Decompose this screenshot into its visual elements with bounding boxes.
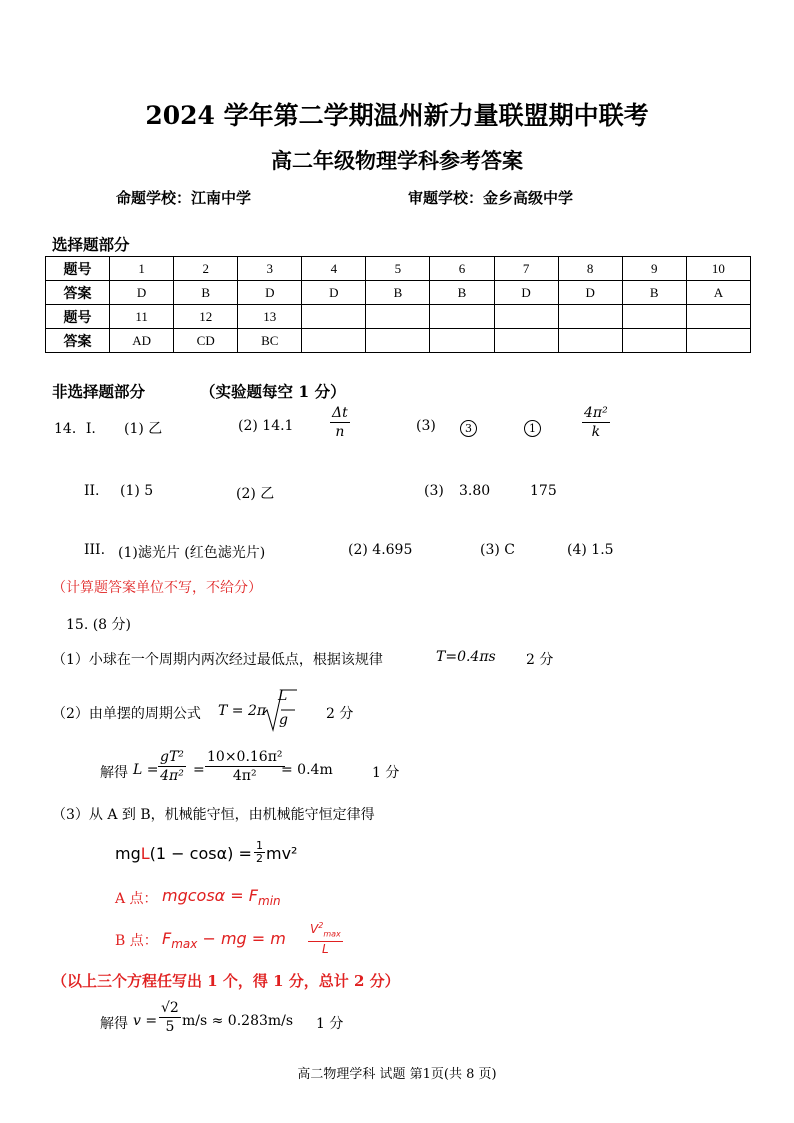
row-label: 题号 (46, 257, 110, 281)
answer-table (45, 256, 751, 353)
q14-ii-3-value-b: 175 (530, 483, 557, 499)
v-left: v = (133, 1013, 158, 1029)
row-label: 题号 (46, 305, 110, 329)
table-cell (622, 329, 686, 353)
table-cell: 12 (174, 305, 238, 329)
table-cell: 4 (302, 257, 366, 281)
point-b-equation: $F_{max}$ − mg = m (162, 929, 286, 952)
q14-ii-1: (1) 5 (120, 483, 154, 499)
point-a-label: A 点： (115, 891, 158, 907)
table-cell (494, 329, 558, 353)
point-b-fraction: $\frac{V^2_{max}}{L}$ (310, 921, 341, 957)
solve-l-left: L = (133, 762, 159, 778)
fraction-numerator: gT² (160, 749, 184, 765)
solve-result: = 0.4m (281, 762, 333, 778)
half-fraction: $\frac{1}{2}$ (256, 839, 263, 865)
table-cell: 8 (558, 257, 622, 281)
table-cell: BC (238, 329, 302, 353)
table-cell: 7 (494, 257, 558, 281)
table-cell: D (238, 281, 302, 305)
row-label: 答案 (46, 329, 110, 353)
table-cell (622, 305, 686, 329)
bonus-note: （以上三个方程任写出 1 个，得 1 分，总计 2 分） (52, 972, 400, 990)
table-cell (302, 305, 366, 329)
solve-prefix: 解得 (100, 765, 128, 781)
table-row (46, 305, 751, 329)
table-cell: 5 (366, 257, 430, 281)
q14-iii-1: (1)滤光片 (红色滤光片) (118, 545, 266, 561)
solve-fraction-1 (158, 748, 186, 785)
table-cell: A (686, 281, 750, 305)
table-cell: B (430, 281, 494, 305)
table-cell (686, 305, 750, 329)
table-row (46, 281, 751, 305)
q14-iii-label: III. (84, 542, 106, 558)
table-cell: B (366, 281, 430, 305)
q14-i-2-fraction (330, 404, 350, 441)
table-cell: D (558, 281, 622, 305)
v-fraction (159, 999, 181, 1036)
q14-label: 14．I. (54, 421, 96, 437)
table-cell (430, 305, 494, 329)
circled-1: 1 (524, 417, 541, 437)
choice-heading: 选择题部分 (52, 235, 130, 254)
reviewer-school: 审题学校：金乡高级中学 (408, 189, 574, 207)
table-row (46, 329, 751, 353)
energy-equation: mgL(1 − cosα) = (115, 844, 252, 863)
fraction-denominator: 4π² (160, 768, 184, 784)
table-cell: 13 (238, 305, 302, 329)
table-cell: CD (174, 329, 238, 353)
table-cell: 9 (622, 257, 686, 281)
fraction-numerator: Δt (332, 405, 348, 421)
table-cell: 1 (110, 257, 174, 281)
q15-part1-score: 2 分 (526, 652, 554, 668)
table-cell (558, 329, 622, 353)
table-cell (686, 329, 750, 353)
solve-fraction-2 (205, 748, 285, 785)
fraction-numerator: 10×0.16π² (207, 749, 283, 765)
fraction-numerator: √2 (161, 1000, 179, 1016)
period-formula: T = 2π (218, 703, 267, 719)
fraction-denominator: k (591, 424, 601, 440)
solve-equals: = (193, 762, 205, 778)
table-cell: 11 (110, 305, 174, 329)
point-a-equation: $mgcos\alpha = F_{min}$ (162, 886, 281, 909)
table-cell (494, 305, 558, 329)
page-footer: 高二物理学科 试题 第1页(共 8 页) (297, 1067, 497, 1082)
circled-3: 3 (460, 417, 477, 437)
q14-i-2: (2) 14.1 (238, 418, 294, 434)
energy-rhs: mv² (266, 844, 298, 863)
page-subtitle: 高二年级物理学科参考答案 (271, 148, 523, 173)
table-cell (366, 329, 430, 353)
fraction-numerator: 4π² (584, 405, 608, 421)
q15-part2-score: 2 分 (326, 706, 354, 722)
sqrt-denominator: g (279, 712, 288, 728)
q14-ii-label: II. (84, 483, 100, 499)
v-result: m/s ≈ 0.283m/s (182, 1013, 294, 1029)
q14-iii-2: (2) 4.695 (348, 542, 413, 558)
q14-iii-4: (4) 1.5 (567, 542, 614, 558)
table-cell: D (110, 281, 174, 305)
point-b-label: B 点： (115, 933, 158, 949)
page-title: 2024 学年第二学期温州新力量联盟期中联考 (145, 101, 649, 130)
v-prefix: 解得 (100, 1016, 128, 1032)
table-cell: 6 (430, 257, 494, 281)
author-school: 命题学校：江南中学 (116, 189, 252, 207)
q15-part2: （2）由单摆的周期公式 (52, 706, 201, 722)
table-row (46, 257, 751, 281)
solve-score: 1 分 (372, 765, 400, 781)
v-score: 1 分 (316, 1016, 344, 1032)
q14-iii-3: (3) C (480, 542, 515, 558)
table-cell: 2 (174, 257, 238, 281)
fraction-denominator: 5 (165, 1019, 175, 1035)
q14-i-3: (3) (416, 418, 436, 434)
q15-part1: （1）小球在一个周期内两次经过最低点，根据该规律 (52, 652, 383, 668)
q15-part3: （3）从 A 到 B，机械能守恒，由机械能守恒定律得 (52, 807, 375, 823)
q14-ii-2: (2) 乙 (236, 486, 275, 502)
table-cell: B (174, 281, 238, 305)
table-cell (558, 305, 622, 329)
table-cell (366, 305, 430, 329)
row-label: 答案 (46, 281, 110, 305)
table-cell: D (494, 281, 558, 305)
nonchoice-note: （实验题每空 1 分） (200, 382, 346, 401)
table-cell (302, 329, 366, 353)
table-cell: D (302, 281, 366, 305)
table-cell: AD (110, 329, 174, 353)
table-cell (430, 329, 494, 353)
calc-note: （计算题答案单位不写，不给分） (52, 580, 262, 596)
table-cell: 10 (686, 257, 750, 281)
q15-label: 15. (8 分) (66, 617, 131, 633)
table-cell: B (622, 281, 686, 305)
nonchoice-heading: 非选择题部分 (52, 382, 146, 401)
table-cell: 3 (238, 257, 302, 281)
fraction-denominator: 4π² (232, 768, 257, 784)
q14-ii-3-value-a: 3.80 (459, 483, 491, 499)
q14-i-1: (1) 乙 (124, 421, 163, 437)
sqrt-numerator: L (278, 688, 288, 704)
q14-i-3-fraction (582, 404, 610, 441)
q14-ii-3: (3) (424, 483, 444, 499)
fraction-denominator: n (330, 422, 350, 441)
q15-part1-eq: T=0.4πs (436, 649, 496, 665)
